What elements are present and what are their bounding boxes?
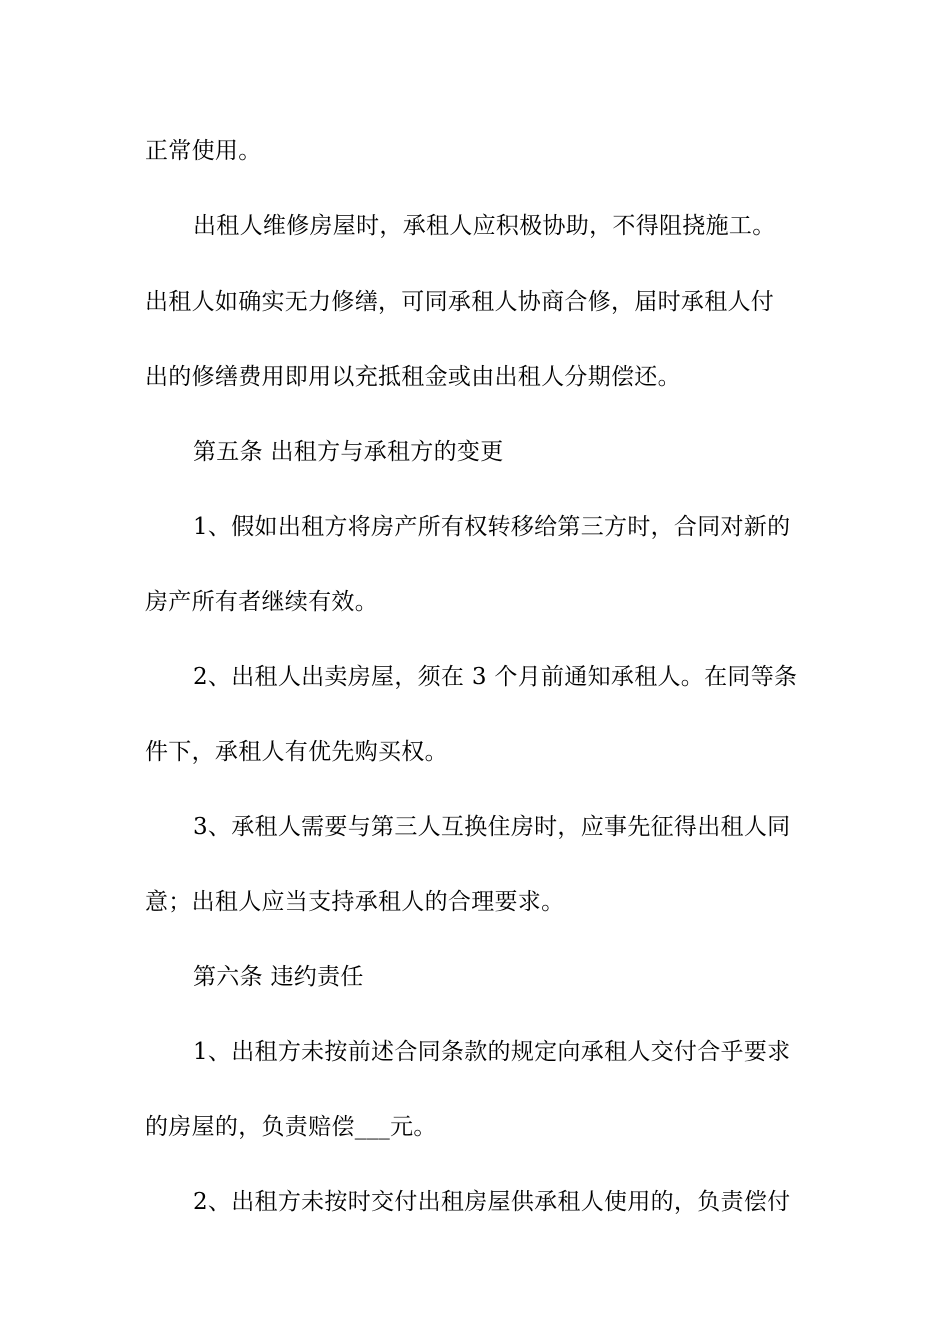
text-line: 出租人维修房屋时，承租人应积极协助，不得阻挠施工。 xyxy=(193,213,776,239)
section-heading: 第五条 出租方与承租方的变更 xyxy=(193,439,504,465)
text-line: 件下，承租人有优先购买权。 xyxy=(145,739,448,765)
text-line: 1、假如出租方将房产所有权转移给第三方时，合同对新的 xyxy=(193,514,791,540)
text-line: 正常使用。 xyxy=(145,138,262,164)
text-line: 房产所有者继续有效。 xyxy=(145,589,378,615)
text-line: 意；出租人应当支持承租人的合理要求。 xyxy=(145,889,565,915)
text-line: 3、承租人需要与第三人互换住房时，应事先征得出租人同 xyxy=(193,814,791,840)
text-line: 出的修缮费用即用以充抵租金或由出租人分期偿还。 xyxy=(145,364,681,390)
section-heading: 第六条 违约责任 xyxy=(193,964,364,990)
text-line: 出租人如确实无力修缮，可同承租人协商合修，届时承租人付 xyxy=(145,289,775,315)
text-line: 1、出租方未按前述合同条款的规定向承租人交付合乎要求 xyxy=(193,1039,791,1065)
text-line: 2、出租方未按时交付出租房屋供承租人使用的，负责偿付 xyxy=(193,1189,791,1215)
text-line: 的房屋的，负责赔偿___元。 xyxy=(145,1114,437,1140)
text-line: 2、出租人出卖房屋，须在 3 个月前通知承租人。在同等条 xyxy=(193,664,798,690)
